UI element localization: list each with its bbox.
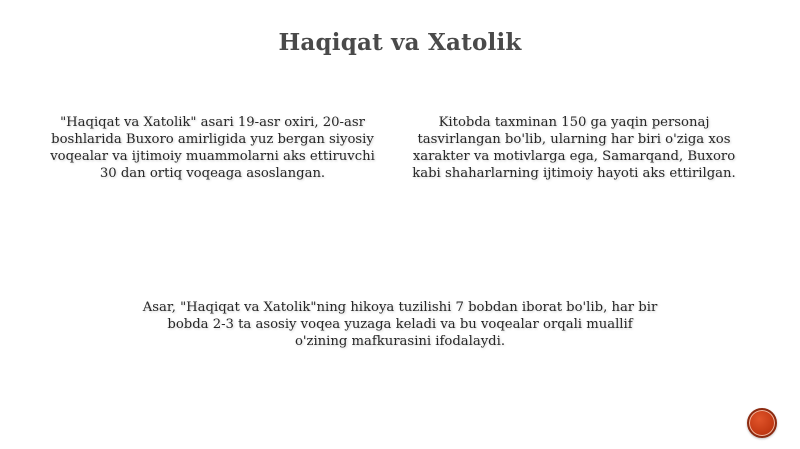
slide-title: Haqiqat va Xatolik [278, 29, 522, 56]
next-slide-button[interactable] [747, 408, 777, 438]
paragraph-left: "Haqiqat va Xatolik" asari 19-asr oxiri, 20-asr boshlarida Buxoro amirligida yuz bergan siyosiy voqealar va ijtimoiy muammolarni aks ettiruvchi 30 dan ortiq voqeaga asoslangan. [50, 115, 375, 181]
paragraph-bottom: Asar, "Haqiqat va Xatolik"ning hikoya tuzilishi 7 bobdan iborat bo'lib, har bir bobda 2-3 ta asosiy voqea yuzaga keladi va bu voqealar orqali muallif o'zining mafkurasini ifodalaydi. [142, 300, 658, 349]
paragraph-right: Kitobda taxminan 150 ga yaqin personaj tasvirlangan bo'lib, ularning har biri o'ziga xos xarakter va motivlarga ega, Samarqand, Buxoro kabi shaharlarning ijtimoiy hayoti aks ettirilgan. [412, 115, 736, 181]
